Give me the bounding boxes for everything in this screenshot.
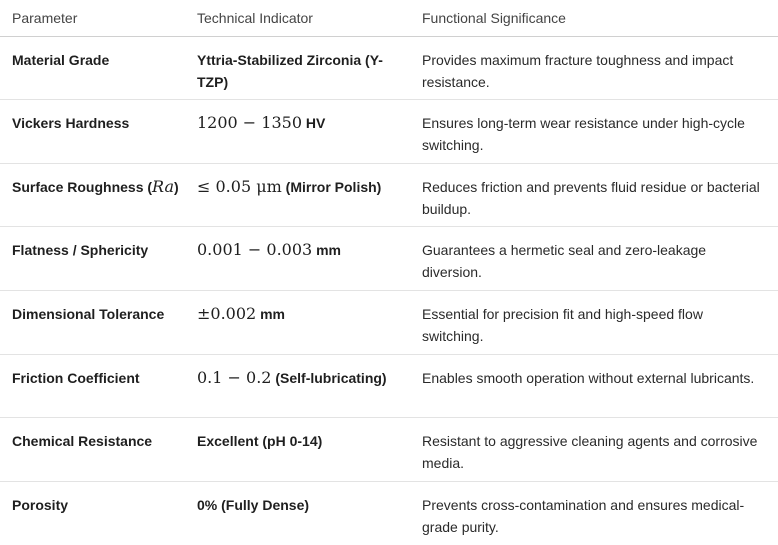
indicator-math: ±0.002 — [197, 304, 257, 323]
significance-cell: Provides maximum fracture toughness and impact resistance. — [422, 52, 734, 90]
parameter-cell — [12, 176, 182, 198]
parameter-cell: Material Grade — [12, 52, 110, 68]
indicator-math: 0.1 − 0.2 — [197, 368, 272, 387]
indicator-unit: HV — [305, 115, 326, 131]
parameter-cell: Porosity — [12, 497, 69, 513]
significance-cell: Prevents cross-contamination and ensures medical-grade purity. — [422, 497, 745, 535]
parameter-cell: Chemical Resistance — [12, 433, 153, 449]
significance-cell: Reduces friction and prevents fluid residue or bacterial buildup. — [422, 179, 760, 217]
parameter-cell: Vickers Hardness — [12, 115, 130, 131]
indicator-unit: (Mirror Polish) — [285, 179, 382, 195]
indicator-cell — [197, 239, 407, 261]
table-row — [0, 227, 778, 291]
table-header — [0, 0, 778, 37]
indicator-cell: Yttria-Stabilized Zirconia (Y-TZP) — [197, 52, 383, 90]
indicator-unit: mm — [316, 242, 341, 258]
table-row — [0, 418, 778, 482]
significance-cell: Essential for precision fit and high-speed flow switching. — [422, 306, 703, 344]
parameter-close: ) — [173, 179, 179, 195]
indicator-math: 0.001 − 0.003 — [197, 240, 313, 259]
parameter-cell: Dimensional Tolerance — [12, 306, 165, 322]
header-parameter: Parameter — [12, 10, 78, 26]
parameter-cell: Flatness / Sphericity — [12, 242, 149, 258]
table-row — [0, 291, 778, 355]
indicator-cell — [197, 176, 407, 198]
header-technical-indicator: Technical Indicator — [197, 10, 313, 26]
parameter-text: Surface Roughness ( — [12, 179, 153, 195]
table-row — [0, 355, 778, 418]
indicator-cell: Excellent (pH 0-14) — [197, 433, 323, 449]
indicator-cell — [197, 112, 407, 134]
significance-cell: Enables smooth operation without external lubricants. — [422, 370, 755, 386]
indicator-cell: 0% (Fully Dense) — [197, 497, 310, 513]
table-row — [0, 37, 778, 100]
significance-cell: Guarantees a hermetic seal and zero-leakage diversion. — [422, 242, 707, 280]
header-functional-significance: Functional Significance — [422, 10, 566, 26]
indicator-unit: mm — [260, 306, 286, 322]
significance-cell: Resistant to aggressive cleaning agents and corrosive media. — [422, 433, 758, 471]
table-row — [0, 100, 778, 164]
parameter-cell: Friction Coefficient — [12, 370, 140, 386]
indicator-math: 1200 − 1350 — [197, 113, 303, 132]
indicator-math: ≤ 0.05 μm — [197, 177, 282, 196]
parameter-math: Ra — [152, 177, 174, 196]
table-row — [0, 482, 778, 544]
indicator-cell — [197, 367, 407, 389]
table-row — [0, 164, 778, 227]
significance-cell: Ensures long-term wear resistance under high-cycle switching. — [422, 115, 745, 153]
indicator-unit: (Self-lubricating) — [275, 370, 387, 386]
indicator-cell — [197, 303, 407, 325]
